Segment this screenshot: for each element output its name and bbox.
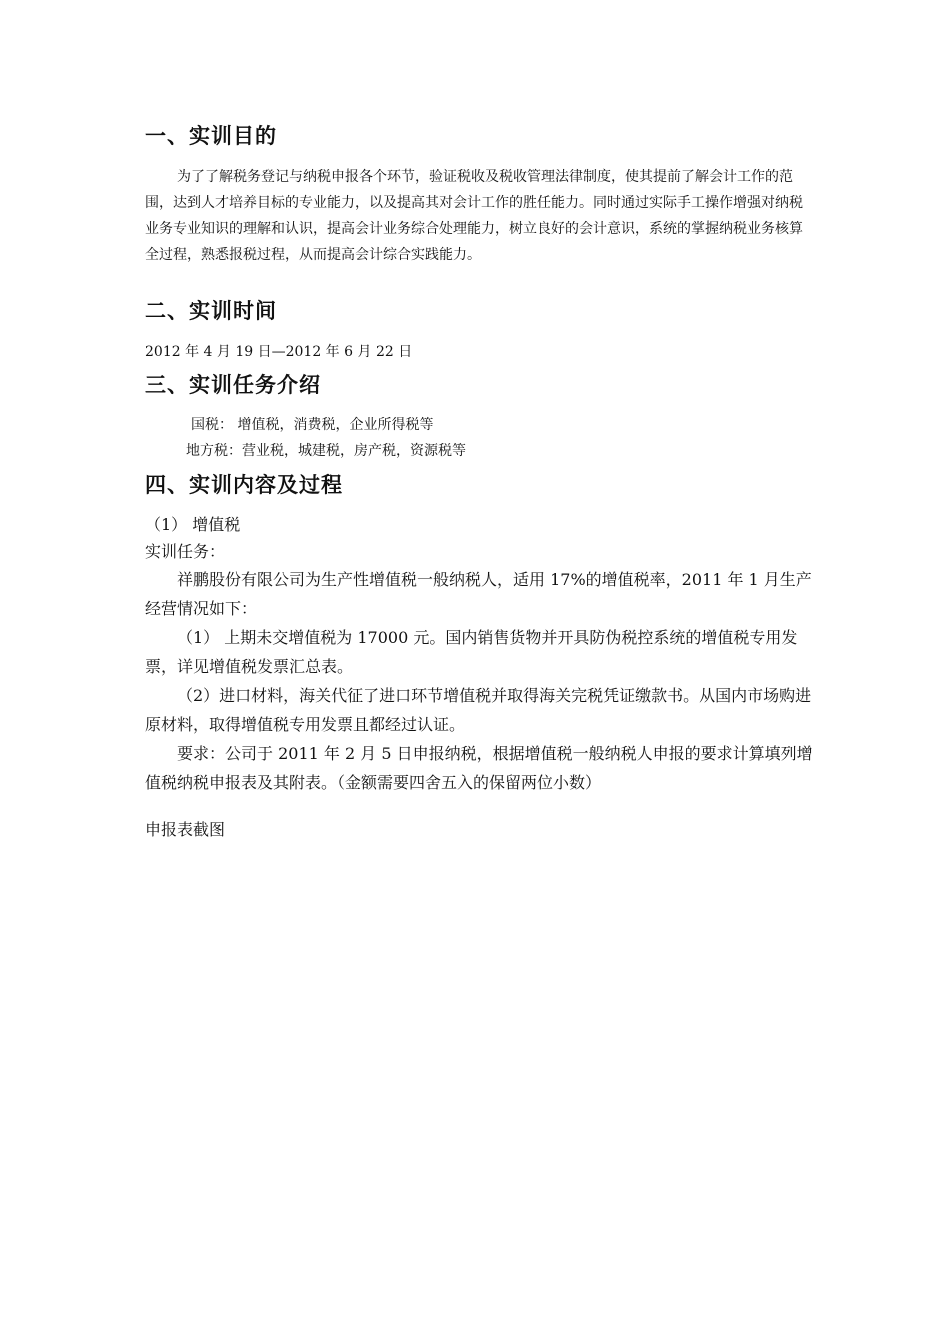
task-intro-paragraph: 祥鹏股份有限公司为生产性增值税一般纳税人，适用 17%的增值税率，2011 年 1 月生产经营情况如下： [145, 570, 812, 618]
requirement-paragraph: 要求：公司于 2011 年 2 月 5 日申报纳税，根据增值税一般纳税人申报的要求计算填列增值税纳税申报表及其附表。（金额需要四舍五入的保留两位小数） [145, 744, 813, 792]
task-point-2: （2）进口材料，海关代征了进口环节增值税并取得海关完税凭证缴款书。从国内市场购进原材料，取得增值税专用发票且都经过认证。 [145, 686, 812, 734]
heading-training-purpose: 一、实训目的 [145, 123, 277, 148]
local-tax-list: 地方税：营业税，城建税，房产税，资源税等 [186, 443, 466, 459]
training-period: 2012 年 4 月 19 日—2012 年 6 月 22 日 [145, 344, 413, 360]
task-point-1: （1） 上期未交增值税为 17000 元。国内销售货物并开具防伪税控系统的增值税专用发票，详见增值税发票汇总表。 [145, 628, 798, 676]
screenshot-label: 申报表截图 [145, 820, 226, 839]
paragraph-training-purpose: 为了了解税务登记与纳税申报各个环节，验证税收及税收管理法律制度，使其提前了解会计工作的范围，达到人才培养目标的专业能力，以及提高其对会计工作的胜任能力。同时通过实际手工操作增强对纳税业务专业知识的理解和认识，提高会计业务综合处理能力，树立良好的会计意识，系统的掌握纳税业务核算全过程，熟悉报税过程，从而提高会计综合实践能力。 [145, 169, 803, 263]
heading-training-content: 四、实训内容及过程 [145, 472, 343, 497]
heading-training-tasks: 三、实训任务介绍 [145, 372, 321, 397]
heading-training-time: 二、实训时间 [145, 298, 277, 323]
item-title-vat: （1） 增值税 [145, 515, 241, 534]
task-label: 实训任务： [145, 542, 226, 561]
national-tax-list: 国税： 增值税，消费税，企业所得税等 [191, 417, 434, 433]
